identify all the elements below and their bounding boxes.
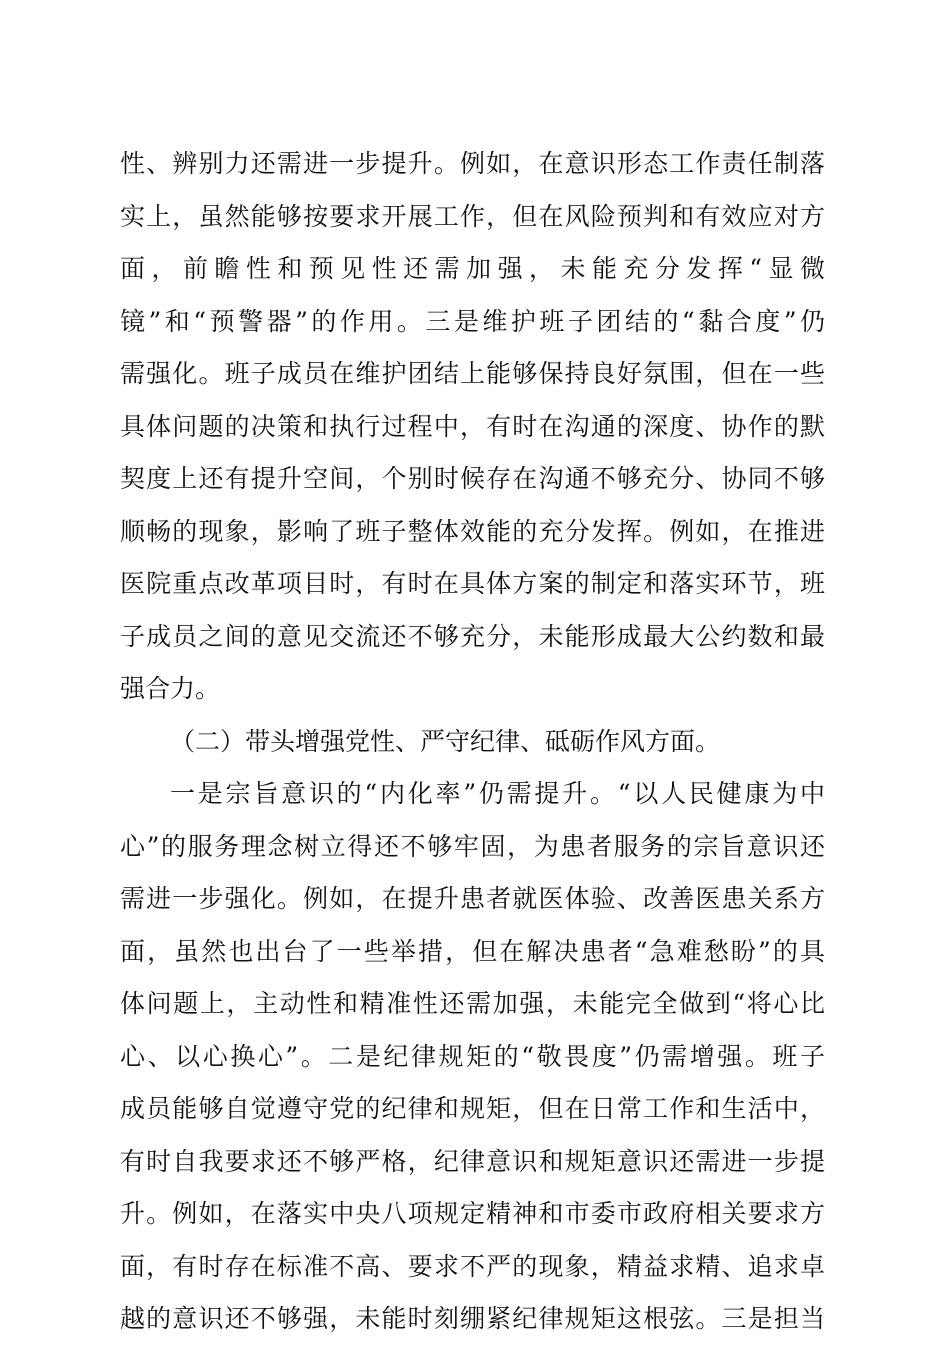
text-line: 面，前瞻性和预见性还需加强，未能充分发挥“显微 <box>120 254 825 283</box>
body-text <box>120 138 825 1346</box>
text-line: 一是宗旨意识的“内化率”仍需提升。“以人民健康为中 <box>170 779 825 808</box>
text-line: 面，有时存在标准不高、要求不严的现象，精益求精、追求卓 <box>120 1251 825 1281</box>
text-line: 契度上还有提升空间，个别时候存在沟通不够充分、协同不够 <box>120 464 825 493</box>
text-line: 镜”和“预警器”的作用。三是维护班子团结的“黏合度”仍 <box>120 306 825 336</box>
text-line: 性、辨别力还需进一步提升。例如，在意识形态工作责任制落 <box>120 149 825 178</box>
text-line: 成员能够自觉遵守党的纪律和规矩，但在日常工作和生活中， <box>120 1094 825 1123</box>
text-line: 有时自我要求还不够严格，纪律意识和规矩意识还需进一步提 <box>120 1146 825 1176</box>
text-line: 具体问题的决策和执行过程中，有时在沟通的深度、协作的默 <box>120 411 825 441</box>
text-line: 升。例如，在落实中央八项规定精神和市委市政府相关要求方 <box>120 1199 825 1228</box>
section-heading: （二）带头增强党性、严守纪律、砥砺作风方面。 <box>170 726 721 756</box>
text-line: 心”的服务理念树立得还不够牢固，为患者服务的宗旨意识还 <box>120 831 825 861</box>
text-line: 需强化。班子成员在维护团结上能够保持良好氛围，但在一些 <box>120 359 825 388</box>
text-line: 顺畅的现象，影响了班子整体效能的充分发挥。例如，在推进 <box>120 516 825 546</box>
text-line: 强合力。 <box>120 674 221 703</box>
text-line: 需进一步强化。例如，在提升患者就医体验、改善医患关系方 <box>120 884 825 913</box>
text-line: 实上，虽然能够按要求开展工作，但在风险预判和有效应对方 <box>120 201 825 231</box>
text-line: 面，虽然也出台了一些举措，但在解决患者“急难愁盼”的具 <box>120 936 825 966</box>
text-line: 越的意识还不够强，未能时刻绷紧纪律规矩这根弦。三是担当 <box>120 1304 825 1333</box>
text-line: 心、以心换心”。二是纪律规矩的“敬畏度”仍需增强。班子 <box>120 1041 825 1071</box>
text-line: 子成员之间的意见交流还不够充分，未能形成最大公约数和最 <box>120 621 825 651</box>
text-line: 医院重点改革项目时，有时在具体方案的制定和落实环节，班 <box>120 569 825 598</box>
text-line: 体问题上，主动性和精准性还需加强，未能完全做到“将心比 <box>120 989 825 1018</box>
